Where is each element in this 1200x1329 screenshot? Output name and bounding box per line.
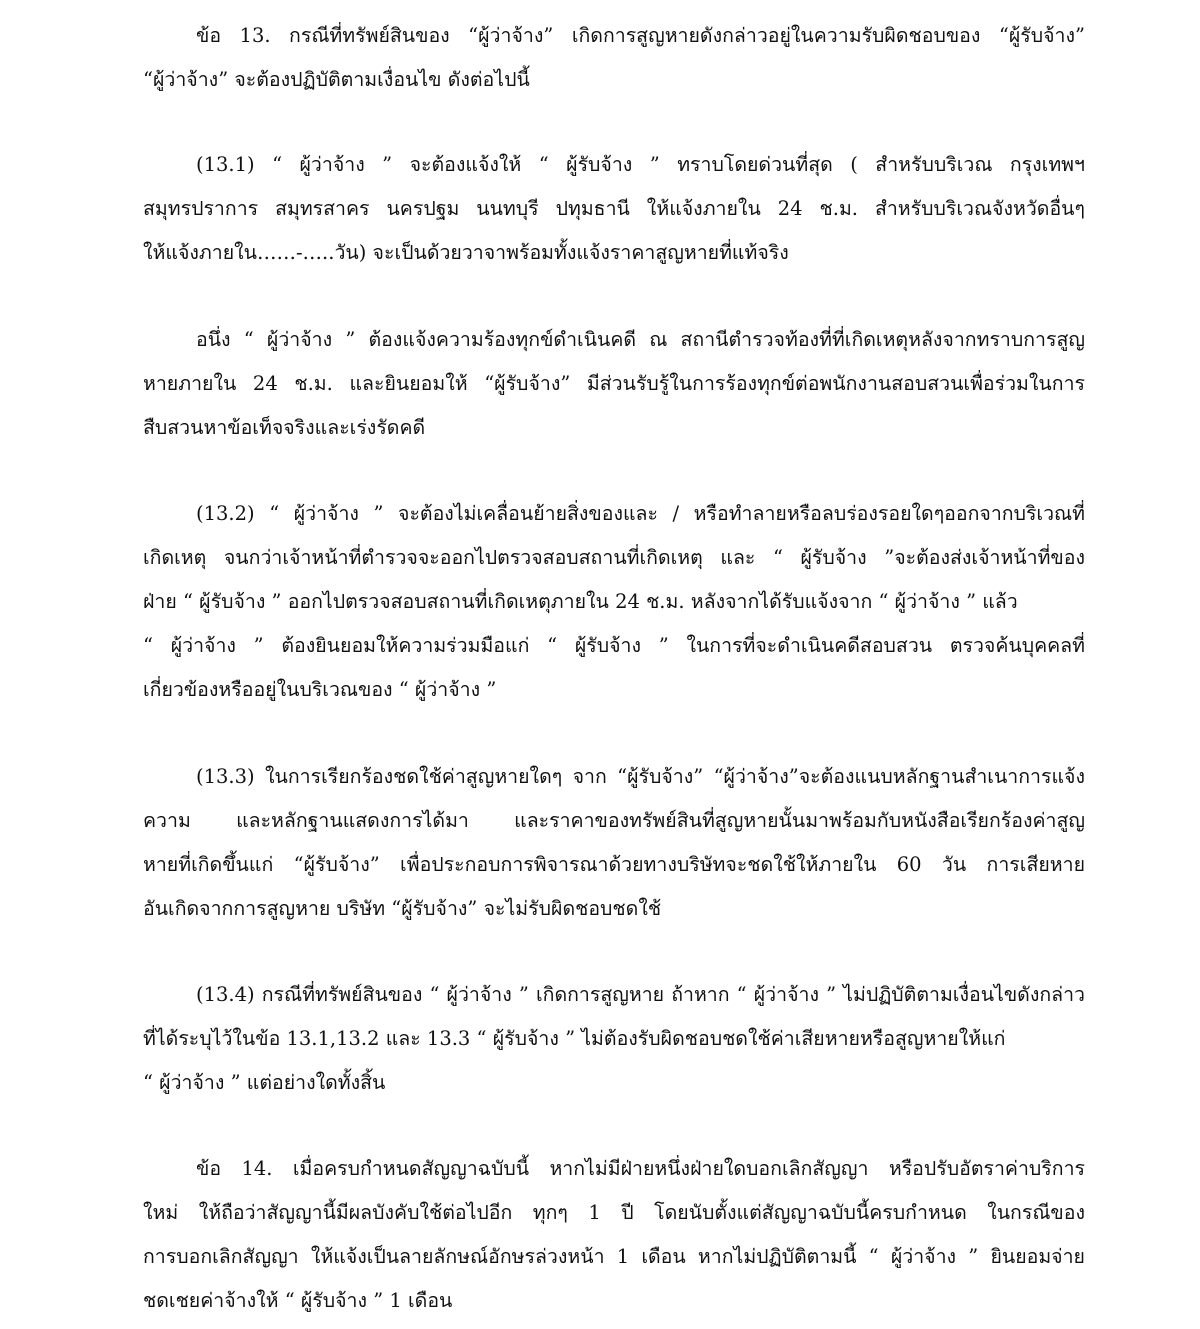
text-line: การบอกเลิกสัญญา ให้แจ้งเป็นลายลักษณ์อักษรล่วงหน้า 1 เดือน หากไม่ปฏิบัติตามนี้ “ ผู้ว่าจ้าง ” ยินยอมจ่าย — [143, 1245, 1085, 1268]
text-line: ให้แจ้งภายใน……-…..วัน) จะเป็นด้วยวาจาพร้อมทั้งแจ้งราคาสูญหายที่แท้จริง — [143, 241, 789, 264]
text-line: สืบสวนหาข้อเท็จจริงและเร่งรัดคดี — [143, 416, 426, 439]
text-line: ชดเชยค่าจ้างให้ “ ผู้รับจ้าง ” 1 เดือน — [143, 1289, 453, 1312]
text-line: เกี่ยวข้องหรืออยู่ในบริเวณของ “ ผู้ว่าจ้าง ” — [143, 678, 497, 701]
text-line: ข้อ 13. กรณีที่ทรัพย์สินของ “ผู้ว่าจ้าง” เกิดการสูญหายดังกล่าวอยู่ในความรับผิดชอบของ “ผู้รับจ้าง” — [196, 24, 1085, 47]
text-line: ใหม่ ให้ถือว่าสัญญานี้มีผลบังคับใช้ต่อไปอีก ทุกๆ 1 ปี โดยนับตั้งแต่สัญญาฉบับนี้ครบกำหนด ในกรณีของ — [143, 1201, 1085, 1224]
text-line: (13.1) “ ผู้ว่าจ้าง ” จะต้องแจ้งให้ “ ผู้รับจ้าง ” ทราบโดยด่วนที่สุด ( สำหรับบริเวณ กรุงเทพฯ — [196, 153, 1085, 176]
text-line: (13.4) กรณีที่ทรัพย์สินของ “ ผู้ว่าจ้าง ” เกิดการสูญหาย ถ้าหาก “ ผู้ว่าจ้าง ” ไม่ปฏิบัติตามเงื่อนไขดังกล่าว — [196, 983, 1085, 1006]
text-line: ความ และหลักฐานแสดงการได้มา และราคาของทรัพย์สินที่สูญหายนั้นมาพร้อมกับหนังสือเรียกร้องค่าสูญ — [143, 809, 1085, 832]
clause-13-1-paragraph — [143, 143, 1085, 275]
text-line: ฝ่าย “ ผู้รับจ้าง ” ออกไปตรวจสอบสถานที่เกิดเหตุภายใน 24 ช.ม. หลังจากได้รับแจ้งจาก “ ผู้ว่าจ้าง ” แล้ว — [143, 590, 1018, 613]
text-line: หายที่เกิดขึ้นแก่ “ผู้รับจ้าง” เพื่อประกอบการพิจารณาด้วยทางบริษัทจะชดใช้ให้ภายใน 60 วัน การเสียหาย — [143, 853, 1085, 876]
text-line: อนึ่ง “ ผู้ว่าจ้าง ” ต้องแจ้งความร้องทุกข์ดำเนินคดี ณ สถานีตำรวจท้องที่ที่เกิดเหตุหลังจากทราบการสูญ — [196, 328, 1085, 351]
clause-14-paragraph — [143, 1147, 1085, 1323]
text-line: “ ผู้ว่าจ้าง ” แต่อย่างใดทั้งสิ้น — [143, 1071, 386, 1094]
police-report-paragraph — [143, 318, 1085, 450]
text-line: (13.3) ในการเรียกร้องชดใช้ค่าสูญหายใดๆ จาก “ผู้รับจ้าง” “ผู้ว่าจ้าง”จะต้องแนบหลักฐานสำเนาการแจ้ง — [196, 765, 1085, 788]
text-line: “ผู้ว่าจ้าง” จะต้องปฏิบัติตามเงื่อนไข ดังต่อไปนี้ — [143, 68, 530, 91]
clause-13-paragraph — [143, 14, 1085, 102]
clause-13-4-paragraph — [143, 973, 1085, 1105]
text-line: หายภายใน 24 ช.ม. และยินยอมให้ “ผู้รับจ้าง” มีส่วนรับรู้ในการร้องทุกข์ต่อพนักงานสอบสวนเพื่อร่วมในการ — [143, 372, 1085, 395]
text-line: “ ผู้ว่าจ้าง ” ต้องยินยอมให้ความร่วมมือแก่ “ ผู้รับจ้าง ” ในการที่จะดำเนินคดีสอบสวน ตรวจค้นบุคคลที่ — [143, 634, 1085, 657]
text-line: อันเกิดจากการสูญหาย บริษัท “ผู้รับจ้าง” จะไม่รับผิดชอบชดใช้ — [143, 897, 662, 920]
clause-13-2-paragraph — [143, 492, 1085, 712]
text-line: ข้อ 14. เมื่อครบกำหนดสัญญาฉบับนี้ หากไม่มีฝ่ายหนึ่งฝ่ายใดบอกเลิกสัญญา หรือปรับอัตราค่าบริการ — [196, 1157, 1085, 1180]
text-line: เกิดเหตุ จนกว่าเจ้าหน้าที่ตำรวจจะออกไปตรวจสอบสถานที่เกิดเหตุ และ “ ผู้รับจ้าง ”จะต้องส่งเจ้าหน้าที่ของ — [143, 546, 1085, 569]
text-line: (13.2) “ ผู้ว่าจ้าง ” จะต้องไม่เคลื่อนย้ายสิ่งของและ / หรือทำลายหรือลบร่องรอยใดๆออกจากบริเวณที่ — [196, 502, 1085, 525]
clause-13-3-paragraph — [143, 755, 1085, 931]
text-line: สมุทรปราการ สมุทรสาคร นครปฐม นนทบุรี ปทุมธานี ให้แจ้งภายใน 24 ช.ม. สำหรับบริเวณจังหวัดอื่นๆ — [143, 197, 1085, 220]
text-line: ที่ได้ระบุไว้ในข้อ 13.1,13.2 และ 13.3 “ ผู้รับจ้าง ” ไม่ต้องรับผิดชอบชดใช้ค่าเสียหายหรือสูญหายให้แก่ — [143, 1027, 1006, 1050]
